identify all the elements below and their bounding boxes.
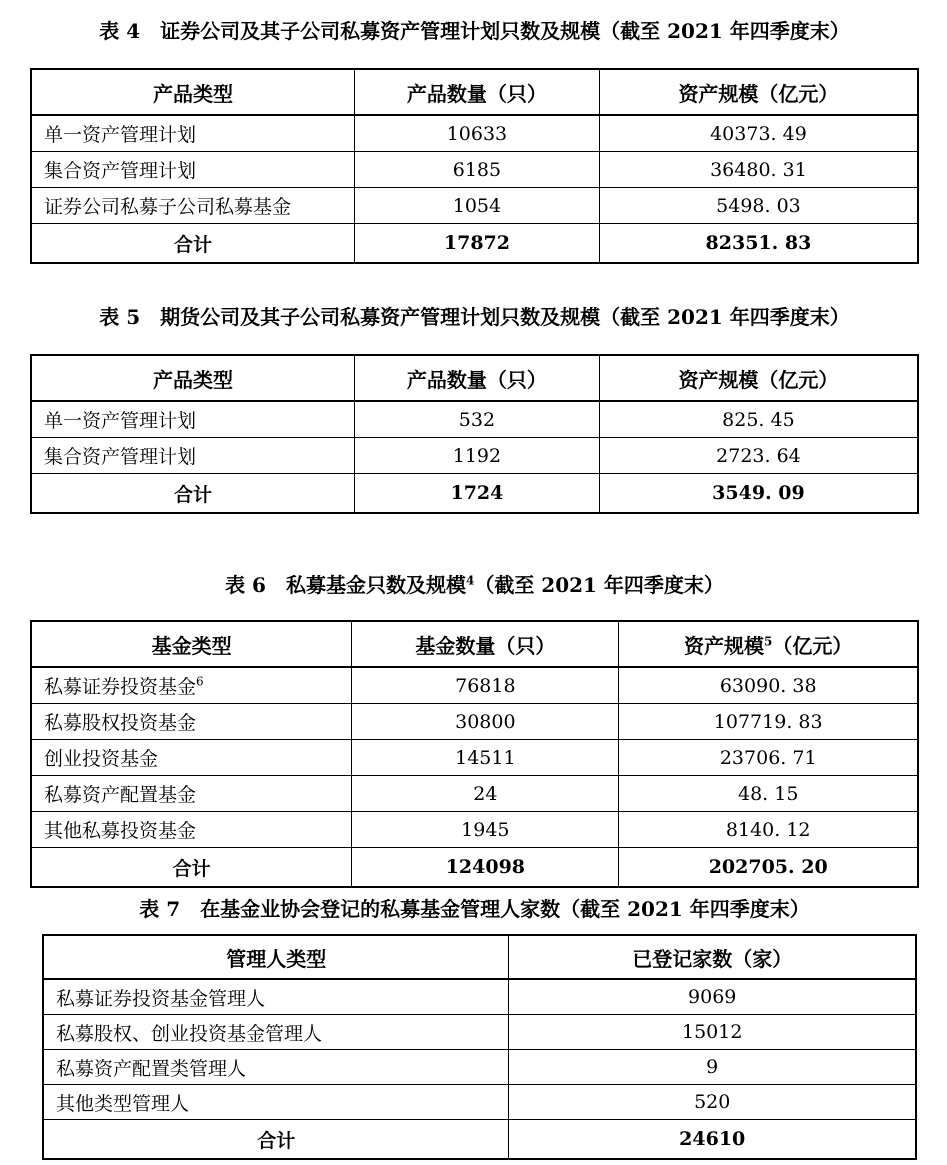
scale-cell: 107719. 83: [619, 704, 918, 740]
count-cell: 1054: [354, 188, 599, 224]
header-text: 资产规模: [684, 633, 765, 658]
title-text: 表 6 私募基金只数及规模: [225, 573, 466, 597]
total-scale-cell: 202705. 20: [619, 848, 918, 888]
scale-cell: 2723. 64: [599, 438, 918, 474]
product-type-cell: 证券公司私募子公司私募基金: [31, 188, 354, 224]
table6-title: [30, 572, 919, 598]
manager-type-cell: 其他类型管理人: [43, 1085, 509, 1120]
header-row: [31, 621, 918, 667]
scale-cell: 36480. 31: [599, 152, 918, 188]
product-type-cell: 单一资产管理计划: [31, 401, 354, 438]
footnote-ref: 4: [465, 573, 475, 588]
table-row: [43, 1085, 916, 1120]
table-row: [31, 115, 918, 152]
total-count-cell: 24610: [509, 1120, 916, 1160]
count-cell: 24: [352, 776, 619, 812]
count-cell: 1945: [352, 812, 619, 848]
count-cell: 76818: [352, 667, 619, 704]
col-header-asset-scale: [619, 621, 918, 667]
total-label-cell: 合计: [43, 1120, 509, 1160]
col-header-product-type: 产品类型: [31, 355, 354, 401]
total-row: [43, 1120, 916, 1160]
table-row: [31, 401, 918, 438]
col-header-manager-type: 管理人类型: [43, 935, 509, 979]
table7-section: [30, 896, 919, 1160]
count-cell: 520: [509, 1085, 916, 1120]
count-cell: 9: [509, 1050, 916, 1085]
scale-cell: 5498. 03: [599, 188, 918, 224]
fund-type-cell: [31, 667, 352, 704]
row-label: 私募证券投资基金: [44, 676, 197, 698]
table7: [42, 934, 917, 1160]
total-label-cell: 合计: [31, 224, 354, 264]
header-text-post: （亿元）: [772, 633, 853, 658]
title-text-post: （截至 2021 年四季度末）: [474, 573, 724, 597]
header-row: [31, 355, 918, 401]
table5: [30, 354, 919, 514]
scale-cell: 23706. 71: [619, 740, 918, 776]
count-cell: 6185: [354, 152, 599, 188]
manager-type-cell: 私募股权、创业投资基金管理人: [43, 1015, 509, 1050]
total-row: [31, 848, 918, 888]
table-row: [31, 667, 918, 704]
manager-type-cell: 私募资产配置类管理人: [43, 1050, 509, 1085]
table-row: [31, 740, 918, 776]
manager-type-cell: 私募证券投资基金管理人: [43, 979, 509, 1015]
table-row: [31, 188, 918, 224]
table6: [30, 620, 919, 888]
scale-cell: 63090. 38: [619, 667, 918, 704]
title-text: 表 5 期货公司及其子公司私募资产管理计划只数及规模（截至 2021 年四季度末）: [99, 305, 850, 329]
fund-type-cell: 其他私募投资基金: [31, 812, 352, 848]
header-row: [43, 935, 916, 979]
table-row: [31, 812, 918, 848]
table4: [30, 68, 919, 264]
col-header-fund-count: 基金数量（只）: [352, 621, 619, 667]
total-scale-cell: 82351. 83: [599, 224, 918, 264]
col-header-asset-scale: 资产规模（亿元）: [599, 355, 918, 401]
fund-type-cell: 创业投资基金: [31, 740, 352, 776]
count-cell: 30800: [352, 704, 619, 740]
table6-section: [30, 572, 919, 888]
scale-cell: 825. 45: [599, 401, 918, 438]
table4-title: [30, 18, 919, 44]
table5-section: [30, 304, 919, 514]
total-label-cell: 合计: [31, 848, 352, 888]
total-row: [31, 224, 918, 264]
col-header-asset-scale: 资产规模（亿元）: [599, 69, 918, 115]
table4-section: [30, 18, 919, 264]
fund-type-cell: 私募资产配置基金: [31, 776, 352, 812]
footnote-ref: 5: [764, 633, 773, 648]
header-row: [31, 69, 918, 115]
table-row: [43, 1050, 916, 1085]
table-row: [43, 1015, 916, 1050]
col-header-fund-type: 基金类型: [31, 621, 352, 667]
scale-cell: 48. 15: [619, 776, 918, 812]
table-row: [31, 776, 918, 812]
count-cell: 532: [354, 401, 599, 438]
count-cell: 14511: [352, 740, 619, 776]
total-label-cell: 合计: [31, 474, 354, 514]
total-scale-cell: 3549. 09: [599, 474, 918, 514]
count-cell: 15012: [509, 1015, 916, 1050]
col-header-product-count: 产品数量（只）: [354, 69, 599, 115]
product-type-cell: 集合资产管理计划: [31, 152, 354, 188]
total-count-cell: 124098: [352, 848, 619, 888]
table-row: [31, 152, 918, 188]
scale-cell: 8140. 12: [619, 812, 918, 848]
title-text: 表 4 证券公司及其子公司私募资产管理计划只数及规模（截至 2021 年四季度末）: [99, 19, 850, 43]
footnote-ref: 6: [196, 674, 204, 689]
product-type-cell: 单一资产管理计划: [31, 115, 354, 152]
table-row: [43, 979, 916, 1015]
table5-title: [30, 304, 919, 330]
title-text: 表 7 在基金业协会登记的私募基金管理人家数（截至 2021 年四季度末）: [139, 897, 810, 921]
total-row: [31, 474, 918, 514]
total-count-cell: 17872: [354, 224, 599, 264]
count-cell: 1192: [354, 438, 599, 474]
scale-cell: 40373. 49: [599, 115, 918, 152]
fund-type-cell: 私募股权投资基金: [31, 704, 352, 740]
table-row: [31, 704, 918, 740]
col-header-product-type: 产品类型: [31, 69, 354, 115]
table7-title: [30, 896, 919, 922]
count-cell: 10633: [354, 115, 599, 152]
col-header-product-count: 产品数量（只）: [354, 355, 599, 401]
count-cell: 9069: [509, 979, 916, 1015]
col-header-registered-count: 已登记家数（家）: [509, 935, 916, 979]
total-count-cell: 1724: [354, 474, 599, 514]
table-row: [31, 438, 918, 474]
product-type-cell: 集合资产管理计划: [31, 438, 354, 474]
